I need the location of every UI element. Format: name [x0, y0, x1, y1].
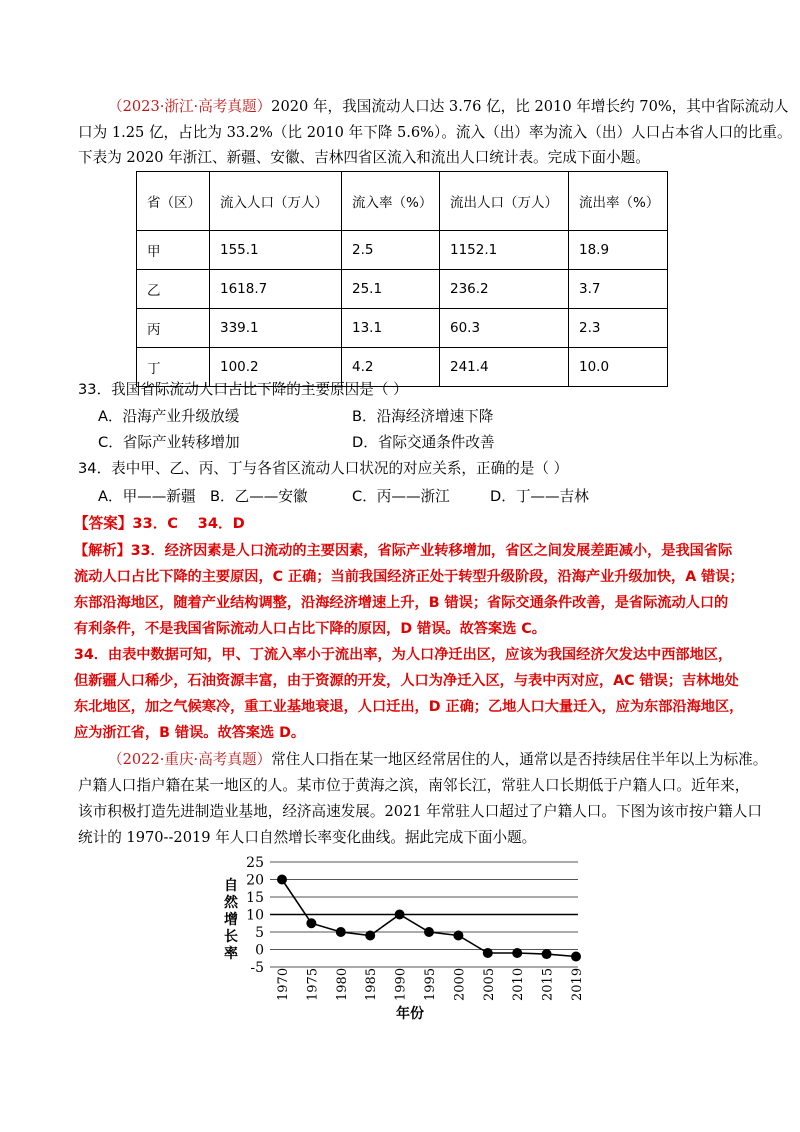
q2-line-4: 统计的 1970--2019 年人口自然增长率变化曲线。据此完成下面小题。	[78, 829, 537, 846]
table-header-cell: 流出人口（万人）	[440, 172, 569, 231]
table-cell: 13.1	[342, 309, 440, 348]
q33-option-d[interactable]: D．省际交通条件改善	[352, 434, 495, 451]
y-axis-label-char: 率	[224, 946, 238, 962]
analysis-text: 33．经济因素是人口流动的主要因素，省际产业转移增加，省区之间发展差距减小，是我国省际	[130, 543, 733, 559]
q33-option-a[interactable]: A．沿海产业升级放缓	[98, 408, 240, 425]
table-row	[137, 309, 668, 348]
q34-option-d[interactable]: D．丁——吉林	[490, 488, 589, 505]
table-row	[137, 270, 668, 309]
table-cell: 3.7	[569, 270, 668, 309]
data-point	[424, 927, 434, 937]
x-tick-label: 1990	[393, 967, 409, 1001]
y-tick-label: 0	[255, 942, 264, 959]
x-axis-label: 年份	[396, 1006, 424, 1022]
analysis-line-8: 应为浙江省，B 错误。故答案选 D。	[74, 725, 306, 741]
table-cell: 丙	[137, 309, 210, 348]
table-cell: 241.4	[440, 348, 569, 387]
y-axis-label-char: 自	[224, 878, 238, 894]
analysis-line-4: 有利条件，不是我国省际流动人口占比下降的原因，D 错误。故答案选 C。	[74, 621, 546, 637]
table-cell: 10.0	[569, 348, 668, 387]
natural-growth-rate-chart	[210, 850, 590, 1025]
data-point	[512, 948, 522, 958]
table-cell: 25.1	[342, 270, 440, 309]
data-point	[365, 931, 375, 941]
x-tick-label: 1995	[423, 967, 438, 1001]
table-header-row	[137, 172, 668, 231]
x-tick-label: 2019	[570, 967, 585, 1001]
table-cell: 2.3	[569, 309, 668, 348]
x-tick-label: 2005	[481, 967, 497, 1001]
q1-line-3: 下表为 2020 年浙江、新疆、安徽、吉林四省区流入和流出人口统计表。完成下面小题。	[78, 149, 650, 166]
q1-source: （2023·浙江·高考真题）	[108, 98, 272, 115]
data-point	[277, 875, 287, 885]
x-tick-label: 1985	[364, 967, 380, 1001]
analysis-tag: 【解析】	[74, 543, 131, 559]
x-tick-label: 1975	[305, 967, 321, 1001]
table-header-cell: 流入人口（万人）	[210, 172, 342, 231]
table-cell: 丁	[137, 348, 210, 387]
table-cell: 100.2	[210, 348, 342, 387]
analysis-line-3: 东部沿海地区，随着产业结构调整，沿海经济增速上升，B 错误；省际交通条件改善，是省际流动人口的	[74, 595, 729, 611]
q33-stem: 33．我国省际流动人口占比下降的主要原因是（ ）	[78, 381, 408, 398]
data-point	[453, 931, 463, 941]
y-tick-label: -5	[250, 960, 264, 976]
q34-stem: 34．表中甲、乙、丙、丁与各省区流动人口状况的对应关系，正确的是（ ）	[78, 460, 569, 477]
y-axis-label-char: 然	[224, 895, 238, 911]
table-header-cell: 流出率（%）	[569, 172, 668, 231]
data-point	[306, 918, 316, 928]
data-point	[483, 948, 493, 958]
population-table	[136, 171, 668, 387]
analysis-line-5: 34．由表中数据可知，甲、丁流入率小于流出率，为人口净迁出区，应该为我国经济欠发达中西部地区，	[74, 647, 733, 663]
data-point	[336, 927, 346, 937]
data-point	[542, 949, 552, 959]
x-tick-label: 2015	[540, 967, 556, 1001]
analysis-line-2: 流动人口占比下降的主要原因，C 正确；当前我国经济正处于转型升级阶段，沿海产业升级加快，A 错误；	[74, 569, 744, 585]
table-cell: 乙	[137, 270, 210, 309]
y-tick-label: 25	[246, 855, 264, 871]
table-header-cell: 流入率（%）	[342, 172, 440, 231]
answer-text: 33．C 34．D	[132, 515, 245, 532]
analysis-line-6: 但新疆人口稀少，石油资源丰富，由于资源的开发，人口为净迁入区，与表中丙对应，AC 错误；吉林地处	[74, 673, 739, 689]
data-point	[571, 952, 581, 962]
y-axis-label-char: 长	[224, 929, 238, 945]
table-cell: 155.1	[210, 231, 342, 270]
data-point	[395, 910, 405, 920]
y-tick-label: 20	[246, 872, 264, 889]
table-cell: 1152.1	[440, 231, 569, 270]
x-tick-label: 2000	[452, 967, 468, 1001]
table-cell: 60.3	[440, 309, 569, 348]
series-line	[282, 880, 576, 957]
analysis-line-1	[74, 541, 732, 561]
q2-line-1	[108, 750, 767, 770]
q2-text-1: 常住人口指在某一地区经常居住的人，通常以是否持续居住半年以上为标准。	[271, 751, 768, 768]
y-axis-label	[224, 877, 239, 962]
y-tick-label: 5	[255, 925, 264, 941]
x-tick-label: 2010	[511, 967, 527, 1001]
table-cell: 1618.7	[210, 270, 342, 309]
analysis-line-7: 东北地区，加之气候寒冷，重工业基地衰退，人口迁出，D 正确；乙地人口大量迁入，应为东部沿海地区，	[74, 699, 744, 715]
table-header-cell: 省（区）	[137, 172, 210, 231]
q33-option-c[interactable]: C．省际产业转移增加	[98, 434, 240, 451]
q2-line-2: 户籍人口指户籍在某一地区的人。某市位于黄海之滨，南邻长江，常驻人口长期低于户籍人口。近年来，	[78, 777, 750, 794]
q2-source: （2022·重庆·高考真题）	[108, 751, 272, 768]
table-cell: 236.2	[440, 270, 569, 309]
y-tick-label: 10	[246, 907, 264, 924]
table-cell: 18.9	[569, 231, 668, 270]
answer-line	[74, 514, 245, 534]
q34-option-a[interactable]: A．甲——新疆	[98, 488, 196, 505]
table-cell: 2.5	[342, 231, 440, 270]
table-cell: 339.1	[210, 309, 342, 348]
table-cell: 甲	[137, 231, 210, 270]
table-cell: 4.2	[342, 348, 440, 387]
table-row	[137, 231, 668, 270]
q34-option-b[interactable]: B．乙——安徽	[210, 488, 308, 505]
y-tick-label: 15	[246, 890, 264, 906]
y-axis-label-char: 增	[224, 912, 238, 928]
x-tick-label: 1980	[334, 967, 350, 1001]
q33-option-b[interactable]: B．沿海经济增速下降	[352, 408, 494, 425]
q34-option-c[interactable]: C．丙——浙江	[352, 488, 450, 505]
q2-line-3: 该市积极打造先进制造业基地，经济高速发展。2021 年常驻人口超过了户籍人口。下图为该市按户籍人口	[78, 803, 762, 820]
answer-tag: 【答案】	[74, 515, 133, 532]
q1-line-1	[108, 97, 788, 117]
q1-line-2: 口为 1.25 亿，占比为 33.2%（比 2010 年下降 5.6%）。流入（出）率为流入（出）人口占本省人口的比重。	[78, 124, 792, 141]
q1-text-1: 2020 年，我国流动人口达 3.76 亿，比 2010 年增长约 70%，其中省际流动人	[271, 98, 789, 115]
x-tick-label: 1970	[276, 967, 291, 1001]
